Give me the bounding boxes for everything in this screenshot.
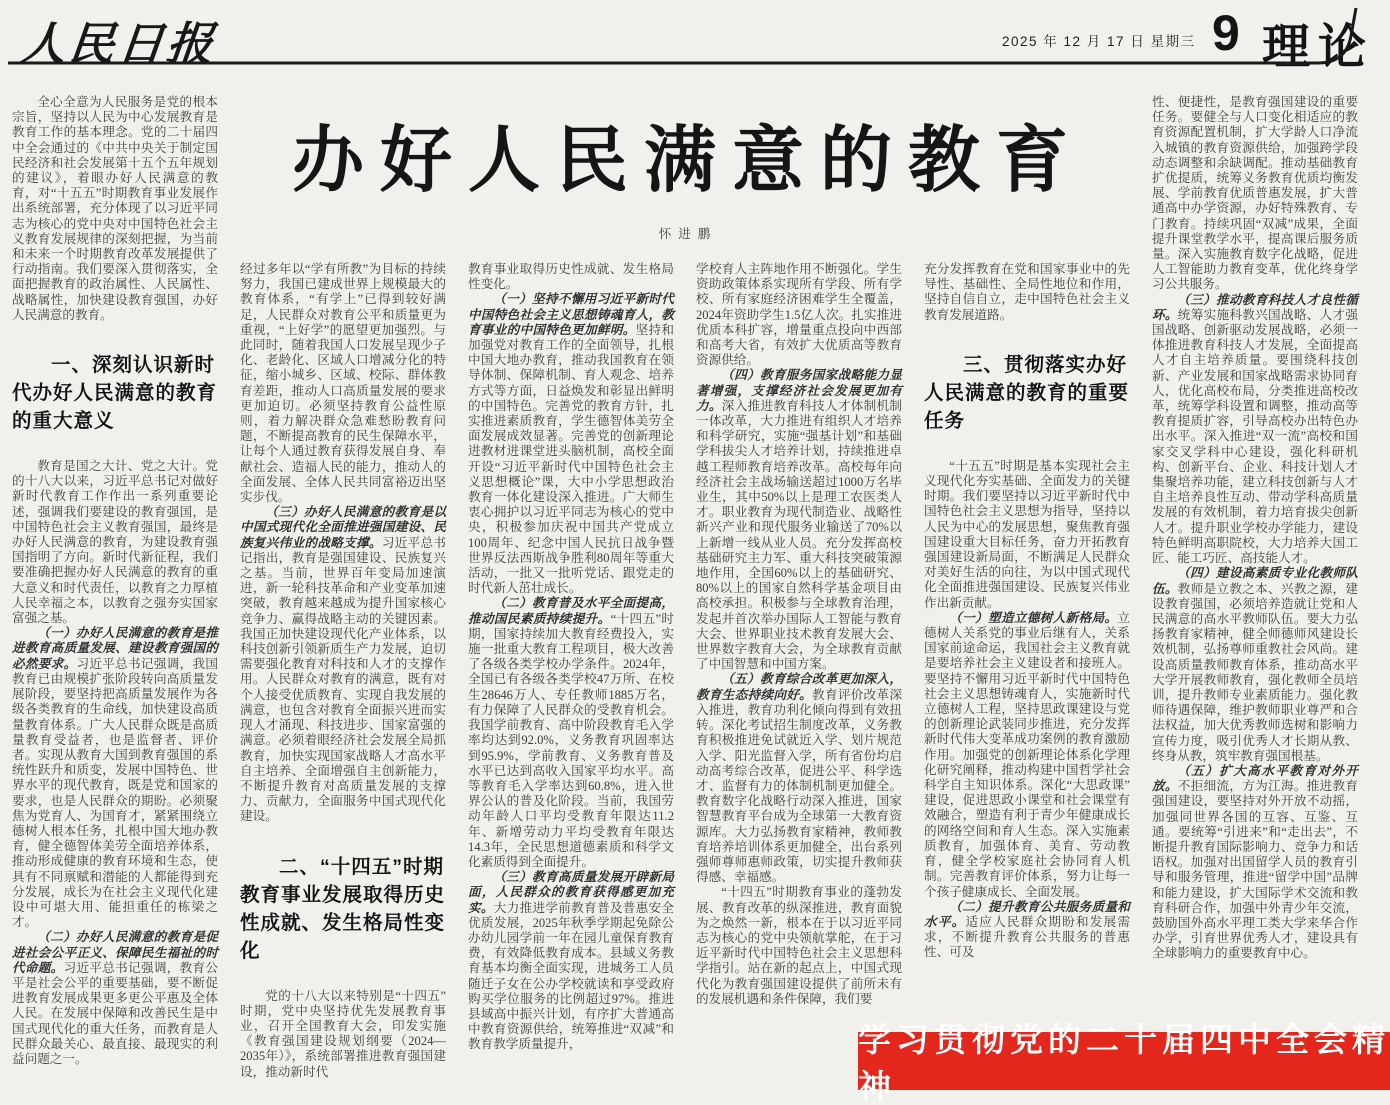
column-3 — [468, 262, 674, 1053]
article-headline: 办好人民满意的教育 — [291, 121, 1084, 201]
paragraph: 充分发挥教育在党和国家事业中的先导性、基础性、全局性地位和作用，坚持自信自立，走中国特色社会主义教育发展道路。 — [924, 262, 1130, 322]
paragraph: （二）提升教育公共服务质量和水平。适应人民群众期盼和发展需求，不断提升教育公共服务的普惠性、可及 — [924, 899, 1131, 960]
column-6 — [1152, 95, 1358, 962]
dateline: 2025 年 12 月 17 日 星期三 — [1002, 34, 1196, 49]
paragraph: 党的十八大以来特别是“十四五”时期，党中央坚持优先发展教育事业，召开全国教育大会，印发实施《教育强国建设规划纲要（2024—2035年）》，系统部署推进教育强国建设，推动新时代 — [240, 988, 446, 1079]
paragraph-lead: （三）教育高质量发展开辟新局面，人民群众的教育获得感更加充实。 — [468, 870, 674, 915]
paragraph: “十四五”时期教育事业的蓬勃发展、教育改革的纵深推进，教育面貌为之焕然一新，根本在于以习近平同志为核心的党中央领航掌舵，在于习近平新时代中国特色社会主义思想科学指引。站在新的起点上，中国式现代化为教育强国建设提供了前所未有的发展机遇和条件保障，我们要 — [696, 885, 902, 1006]
paragraph-lead: （五）扩大高水平教育对外开放。 — [1152, 763, 1358, 794]
paragraph: 性、便捷性，是教育强国建设的重要任务。要健全与人口变化相适应的教育资源配置机制，扩大学龄人口净流入城镇的教育资源供给，加强跨学段动态调整和余缺调配。推动基础教育扩优提质，统筹义务教育优质均衡发展、学前教育优质普惠发展，扩大普通高中办学资源，办好特殊教育、专门教育。持续巩固“双减”成果，全面提升课堂教学水平，提高课后服务质量。深入实施教育数字化战略，促进人工智能助力教育变革，优化终身学习公共服务。 — [1152, 95, 1358, 292]
column-4 — [696, 262, 902, 1007]
paragraph: 教育是国之大计、党之大计。党的十八大以来，习近平总书记对做好新时代教育工作作出一系列重要论述，强调我们要建设的教育强国，是中国特色社会主义教育强国，最终是办好人民满意的教育，为建设教育强国指明了方向。新时代新征程，我们要准确把握办好人民满意的教育的重大意义和时代责任，以教育之力厚植人民幸福之本，以教育之强夯实国家富强之基。 — [12, 459, 218, 626]
section-heading: 一、深刻认识新时代办好人民满意的教育的重大意义 — [12, 354, 218, 433]
paragraph: （一）办好人民满意的教育是推进教育高质量发展、建设教育强国的必然要求。习近平总书记强调，我国教育已由规模扩张阶段转向高质量发展阶段，要坚持把高质量发展作为各级各类教育的生命线，加快建设高质量教育体系。广大人民群众既是高质量教育受益者，也是监督者、评价者。实现从教育大国到教育强国的系统性跃升和质变，发展中国特色、世界水平的现代教育，既是党和国家的要求，也是人民群众的期盼。必须聚焦为党育人、为国育才，紧紧围绕立德树人根本任务，扎根中国大地办教育，健全德智体美劳全面培养体系，推动形成健康的教育环境和生态，使具有不同禀赋和潜能的人都能得到充分发展，成长为在社会主义现代化建设中可堪大用、能担重任的栋梁之才。 — [12, 626, 219, 930]
paragraph: （四）教育服务国家战略能力显著增强，支撑经济社会发展更加有力。深入推进教育科技人才体制机制一体改革，大力推进有组织人才培养和科学研究，实施“强基计划”和基础学科拔尖人才培养计划，持续推进卓越工程师教育培养改革。高校每年向经济社会主战场输送超过1000万名毕业生，其中50%以上是理工农医类人才。职业教育为现代制造业、战略性新兴产业和现代服务业输送了70%以上新增一线从业人员。充分发挥高校基础研究主力军、重大科技突破策源地作用，全国60%以上的基础研究、80%以上的国家自然科学基金项目由高校承担。积极参与全球教育治理，发起并首次举办国际人工智能与教育大会、世界职业技术教育发展大会、世界数字教育大会，为全球教育贡献了中国智慧和中国方案。 — [696, 368, 903, 672]
paragraph: （四）建设高素质专业化教师队伍。教师是立教之本、兴教之源，建设教育强国，必须培养造就让党和人民满意的高水平教师队伍。要大力弘扬教育家精神，健全师德师风建设长效机制，弘扬尊师重教社会风尚。建设高质量教师教育体系，推动高水平大学开展教师教育，强化教师全员培训，提升教师专业素质能力。强化教师待遇保障，维护教师职业尊严和合法权益，加大优秀教师选树和影响力宣传力度，吸引优秀人才长期从教、终身从教，筑牢教育强国根基。 — [1152, 566, 1359, 763]
paragraph-lead: （四）建设高素质专业化教师队伍。 — [1152, 566, 1358, 596]
paragraph: 教育事业取得历史性成就、发生格局性变化。 — [468, 262, 674, 292]
paragraph-lead: （三）推动教育科技人才良性循环。 — [1152, 292, 1358, 322]
paragraph: 经过多年以“学有所教”为目标的持续努力，我国已建成世界上规模最大的教育体系，“有学上”已得到较好满足，人民群众对教育公平和质量更为重视，“上好学”的愿望更加强烈。与此同时，随着我国人口发展呈现少子化、老龄化、区域人口增减分化的特征，缩小城乡、区域、校际、群体教育差距，推动人口高质量发展的要求更加迫切。必须坚持教育公益性原则，着力解决群众急难愁盼教育问题，不断提高教育的民生保障水平，让每个人通过教育获得发展自身、奉献社会、造福人民的能力，推动人的全面发展、全体人民共同富裕迈出坚实步伐。 — [240, 262, 446, 505]
paragraph: （三）办好人民满意的教育是以中国式现代化全面推进强国建设、民族复兴伟业的战略支撑。习近平总书记指出，教育是强国建设、民族复兴之基。当前，世界百年变局加速演进，新一轮科技革命和产业变革加速突破，教育越来越成为提升国家核心竞争力、赢得战略主动的关键因素。我国正加快建设现代化产业体系，以科技创新引领新质生产力发展，迫切需要强化教育对科技和人才的支撑作用。人民群众对教育的满意，既有对个人接受优质教育、实现自我发展的满意，也包含对教育全面振兴进而实现人才涌现、科技进步、国家富强的满意。必须着眼经济社会发展全局抓教育，加快实现国家战略人才高水平自主培养、全面增强自主创新能力，不断提升教育对高质量发展的支撑力、贡献力，全面服务中国式现代化建设。 — [240, 505, 447, 824]
paragraph-lead: （二）办好人民满意的教育是促进社会公平正义、保障民生福祉的时代命题。 — [12, 930, 218, 975]
article-author: 怀进鹏 — [658, 227, 718, 241]
paragraph-lead: （四）教育服务国家战略能力显著增强，支撑经济社会发展更加有力。 — [696, 368, 902, 413]
section-heading: 三、贯彻落实办好人民满意的教育的重要任务 — [924, 353, 1130, 432]
paragraph: （五）教育综合改革更加深入，教育生态持续向好。教育评价改革深入推进，教育功利化倾向得到有效扭转。深化考试招生制度改革，义务教育积极推进免试就近入学、划片规范入学、阳光监督入学，所有省份均启动高考综合改革，促进公平、科学选才、监督有力的体制机制更加健全。教育数字化战略行动深入推进，国家智慧教育平台成为全球第一大教育资源库。大力弘扬教育家精神，教师教育培养培训体系更加健全，出台系列强师尊师惠师政策，切实提升教师获得感、幸福感。 — [696, 672, 903, 885]
paragraph: （三）推动教育科技人才良性循环。统筹实施科教兴国战略、人才强国战略、创新驱动发展战略，必须一体推进教育科技人才发展，全面提高人才自主培养质量。要围绕科技创新、产业发展和国家战略需求协同育人，优化高校布局，分类推进高校改革，统筹学科设置和调整，推动高等教育提质扩容，引导高校办出特色办出水平。深入推进“双一流”高校和国家交叉学科中心建设，强化科研机构、创新平台、企业、科技计划人才集聚培养功能，建立科技创新与人才自主培养良性互动、带动学科高质量发展的有效机制，着力培育拔尖创新人才。提升职业学校办学能力，建设特色鲜明高职院校，大力培养大国工匠、能工巧匠、高技能人才。 — [1152, 292, 1359, 566]
banner — [858, 1021, 1390, 1105]
paragraph-lead: （二）教育普及水平全面提高，推动国民素质持续提升。 — [468, 596, 674, 626]
paragraph: 学校育人主阵地作用不断强化。学生资助政策体系实现所有学段、所有学校、所有家庭经济困难学生全覆盖，2024年资助学生1.5亿人次。扎实推进优质本科扩容，增量重点投向中西部和高考大省，有效扩大优质高等教育资源供给。 — [696, 262, 902, 368]
masthead-logo: 人民日报 — [16, 19, 219, 70]
paragraph-lead: （一）塑造立德树人新格局。 — [949, 610, 1118, 625]
column-5 — [924, 262, 1130, 961]
paragraph: （一）坚持不懈用习近平新时代中国特色社会主义思想铸魂育人，教育事业的中国特色更加鲜明。坚持和加强党对教育工作的全面领导，扎根中国大地办教育，推动我国教育在领导体制、保障机制、育人观念、培养方式等方面，日益焕发和彰显出鲜明的中国特色。完善党的教育方针，扎实推进素质教育，学生德智体美劳全面发展成效显著。完善党的创新理论进教材进课堂进头脑机制，高校全面开设“习近平新时代中国特色社会主义思想概论”课，大中小学思想政治教育一体化建设深入推进。广大师生衷心拥护以习近平同志为核心的党中央，积极参加庆祝中国共产党成立100周年、纪念中国人民抗日战争暨世界反法西斯战争胜利80周年等重大活动，一批又一批听党话、跟党走的时代新人茁壮成长。 — [468, 292, 675, 596]
column-2 — [240, 262, 446, 1080]
paragraph: 全心全意为人民服务是党的根本宗旨，坚持以人民为中心发展教育是教育工作的基本理念。党的二十届四中全会通过的《中共中央关于制定国民经济和社会发展第十五个五年规划的建议》，着眼办好人民满意的教育，对“十五五”时期教育事业发展作出系统部署，充分体现了以习近平同志为核心的党中央对中国特色社会主义教育发展规律的深刻把握，为当前和未来一个时期教育改革发展提供了行动指南。我们要深入贯彻落实，全面把握教育的政治属性、人民属性、战略属性，加快建设教育强国，办好人民满意的教育。 — [12, 95, 218, 322]
paragraph-lead: （一）坚持不懈用习近平新时代中国特色社会主义思想铸魂育人，教育事业的中国特色更加鲜明。 — [468, 292, 674, 337]
paragraph-lead: （二）提升教育公共服务质量和水平。 — [924, 899, 1130, 929]
paragraph: （五）扩大高水平教育对外开放。不拒细流，方为江海。推进教育强国建设，要坚持对外开放不动摇，加强同世界各国的互容、互鉴、互通。要统筹“引进来”和“走出去”，不断提升教育国际影响力、竞争力和话语权。加强对出国留学人员的教育引导和服务管理，推进“留学中国”品牌和能力建设，扩大国际学术交流和教育科研合作，加强中外青少年交流，鼓励国外高水平理工类大学来华合作办学，引育世界优秀人才，建设具有全球影响力的重要教育中心。 — [1152, 763, 1359, 961]
paragraph: （二）办好人民满意的教育是促进社会公平正义、保障民生福祉的时代命题。习近平总书记强调，教育公平是社会公平的重要基础，要不断促进教育发展成果更多更公平惠及全体人民。在发展中保障和改善民生是中国式现代化的重大任务，而教育是人民群众最关心、最直接、最现实的利益问题之一。 — [12, 930, 219, 1066]
paragraph-lead: （五）教育综合改革更加深入，教育生态持续向好。 — [696, 672, 902, 702]
banner-text: 学习贯彻党的二十届四中全会精神 — [858, 1021, 1390, 1105]
section-heading: 二、“十四五”时期教育事业发展取得历史性成就、发生格局性变化 — [240, 855, 446, 962]
paragraph-lead: （三）办好人民满意的教育是以中国式现代化全面推进强国建设、民族复兴伟业的战略支撑。 — [240, 505, 446, 550]
paragraph-lead: （一）办好人民满意的教育是推进教育高质量发展、建设教育强国的必然要求。 — [12, 626, 218, 671]
paragraph: （二）教育普及水平全面提高，推动国民素质持续提升。“十四五”时期，国家持续加大教育经费投入，实施一批重大教育工程项目，极大改善了各级各类学校办学条件。2024年，全国已有各级各类学校47万所、在校生28646万人、专任教师1885万名，有力保障了人民群众的受教育机会。我国学前教育、高中阶段教育毛入学率均达到92.0%，义务教育巩固率达到95.9%，学前教育、义务教育普及水平已达到高收入国家平均水平。高等教育毛入学率达到60.8%，进入世界公认的普及化阶段。当前，我国劳动年龄人口平均受教育年限达11.2年、新增劳动力平均受教育年限达14.3年，全民思想道德素质和科学文化素质得到全面提升。 — [468, 596, 674, 869]
paragraph: （一）塑造立德树人新格局。立德树人关系党的事业后继有人，关系国家前途命运，我国社会主义教育就是要培养社会主义建设者和接班人。要坚持不懈用习近平新时代中国特色社会主义思想铸魂育人，实施新时代立德树人工程，坚持思政课建设与党的创新理论武装同步推进，充分发挥新时代伟大变革成功案例的教育激励作用。加强党的创新理论体系化学理化研究阐释，推动构建中国哲学社会科学自主知识体系。深化“大思政课”建设，促进思政小课堂和社会课堂有效融合，塑造有利于青少年健康成长的网络空间和育人生态。深入实施素质教育，加强体育、美育、劳动教育，健全学校家庭社会协同育人机制。完善教育评价体系，努力让每一个孩子健康成长、全面发展。 — [924, 610, 1130, 899]
section-name: 理论 — [1262, 21, 1375, 74]
page-number: 9 — [1212, 5, 1240, 61]
paragraph: （三）教育高质量发展开辟新局面，人民群众的教育获得感更加充实。大力推进学前教育普及普惠安全优质发展，2025年秋季学期起免除公办幼儿园学前一年在园儿童保育教育费，有效降低教育成本。县域义务教育基本均衡全面实现，进城务工人员随迁子女在公办学校就读和享受政府购买学位服务的比例超过97%。推进县域高中振兴计划，有序扩大普通高中教育资源供给，统筹推进“双减”和教育教学质量提升， — [468, 870, 675, 1052]
paragraph: “十五五”时期是基本实现社会主义现代化夯实基础、全面发力的关键时期。我们要坚持以习近平新时代中国特色社会主义思想为指导，坚持以人民为中心的发展思想，聚焦教育强国建设重大目标任务，奋力开拓教育强国建设新局面，不断满足人民群众对美好生活的向往，为以中国式现代化全面推进强国建设、民族复兴伟业作出新贡献。 — [924, 458, 1130, 610]
column-1 — [12, 95, 218, 1067]
